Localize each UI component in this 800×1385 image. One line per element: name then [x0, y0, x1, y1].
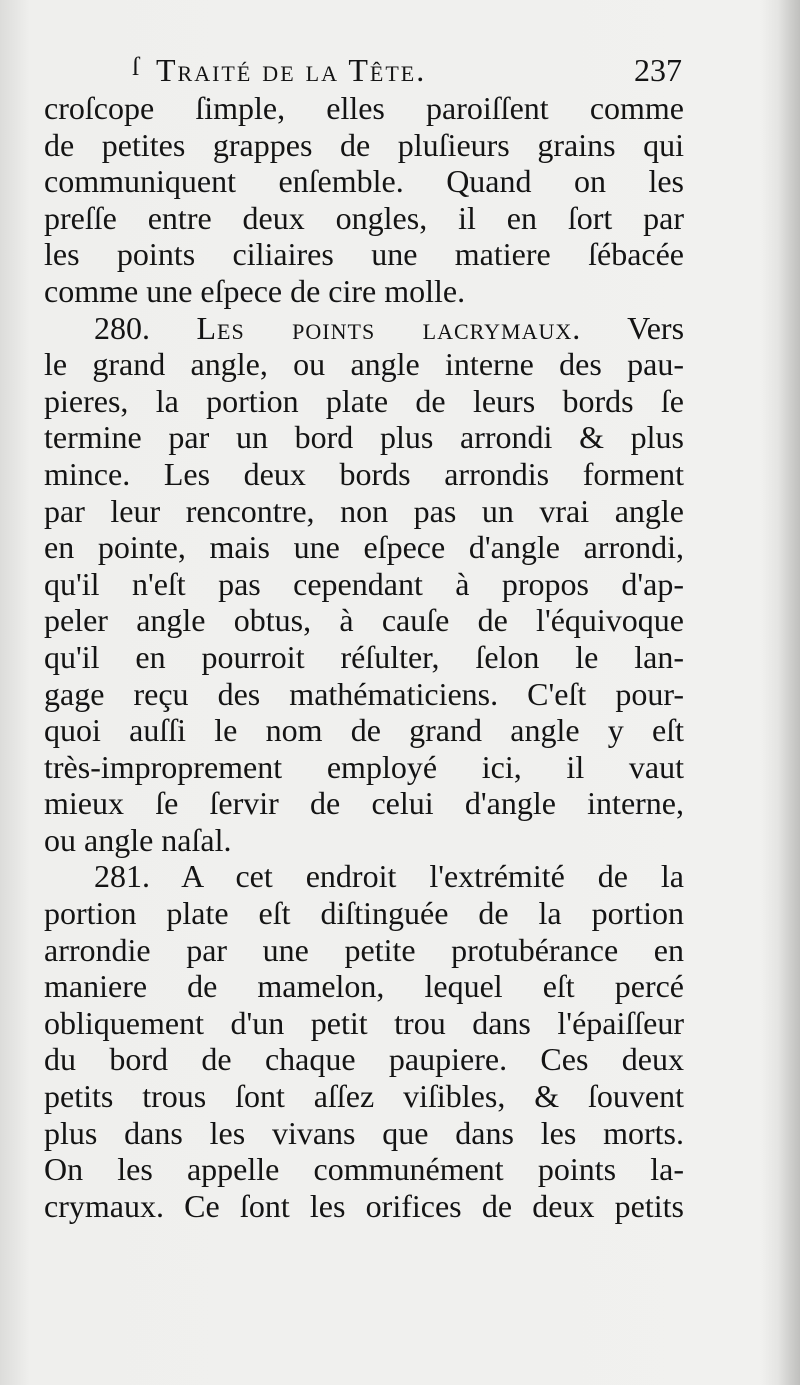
text-line: plus dans les vivans que dans les morts.	[44, 1114, 684, 1151]
running-title: Traité de la Tête.	[156, 52, 427, 88]
text-line: par leur rencontre, non pas un vrai angle	[44, 492, 684, 529]
text-line: arrondie par une petite protubérance en	[44, 931, 684, 968]
text-line: peler angle obtus, à cauſe de l'équivoque	[44, 602, 684, 639]
text-line: maniere de mamelon, lequel eſt percé	[44, 968, 684, 1005]
text-line: portion plate eſt diſtinguée de la portion	[44, 895, 684, 932]
text-line: obliquement d'un petit trou dans l'épaiſſeur	[44, 1004, 684, 1041]
text-line: ou angle naſal.	[44, 821, 232, 858]
text-line: croſcope ſimple, elles paroiſſent comme	[44, 90, 684, 126]
section-first-line-rest: Vers	[627, 309, 685, 346]
text-line: très-improprement employé ici, il vaut	[44, 748, 684, 785]
text-line: le grand angle, ou angle interne des pau-	[44, 346, 684, 383]
text-line: du bord de chaque paupiere. Ces deux	[44, 1041, 684, 1078]
page-number: 237	[634, 52, 682, 88]
text-line: pieres, la portion plate de leurs bords ſe	[44, 382, 684, 419]
header-mark: ſ	[132, 52, 140, 81]
text-line: de petites grappes de pluſieurs grains qui	[44, 126, 684, 163]
text-line: gage reçu des mathématiciens. C'eſt pour-	[44, 675, 684, 712]
text-line: en pointe, mais une eſpece d'angle arrondi,	[44, 529, 684, 566]
text-line: qu'il n'eſt pas cependant à propos d'ap-	[44, 565, 684, 602]
running-header	[128, 50, 688, 90]
text-line: communiquent enſemble. Quand on les	[44, 163, 684, 200]
text-line: mieux ſe ſervir de celui d'angle interne,	[44, 785, 684, 822]
text-line: qu'il en pourroit réſulter, ſelon le lan-	[44, 638, 684, 675]
text-line: mince. Les deux bords arrondis forment	[44, 455, 684, 492]
section-heading: Les points lacrymaux.	[196, 309, 582, 346]
page-edge-shadow	[778, 0, 800, 1385]
text-line: crymaux. Ce ſont les orifices de deux petits	[44, 1187, 684, 1224]
text-line: quoi auſſi le nom de grand angle y eſt	[44, 712, 684, 749]
text-line: preſſe entre deux ongles, il en ſort par	[44, 199, 684, 236]
section-281-first-line: 281. A cet endroit l'extrémité de la	[94, 858, 684, 895]
body-text	[44, 90, 684, 1224]
text-line: termine par un bord plus arrondi & plus	[44, 419, 684, 456]
text-line: les points ciliaires une matiere ſébacée	[44, 236, 684, 273]
text-line: comme une eſpece de cire molle.	[44, 272, 466, 309]
section-number: 280.	[94, 309, 150, 346]
section-280-first-line	[44, 310, 684, 347]
text-line: On les appelle communément points la-	[44, 1151, 684, 1188]
text-line: petits trous ſont aſſez viſibles, & ſouvent	[44, 1078, 684, 1115]
